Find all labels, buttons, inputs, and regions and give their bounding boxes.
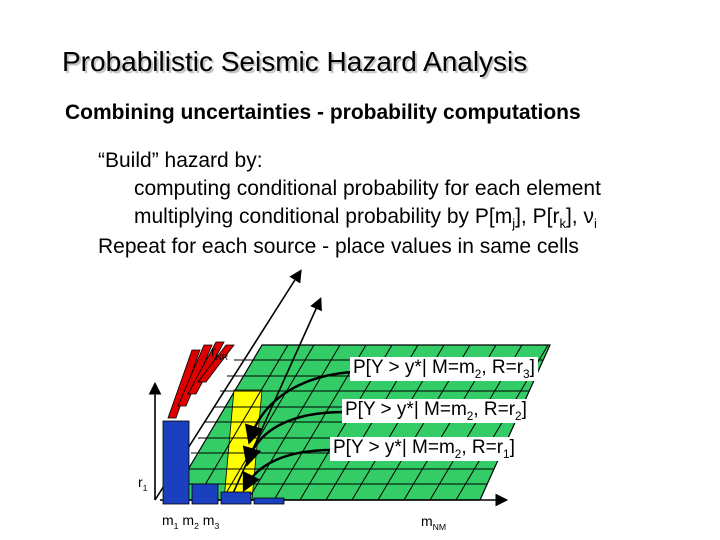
m2-label: $m_2$: [182, 512, 199, 531]
body-line-4: Repeat for each source - place values in same cells: [98, 235, 579, 258]
r-top-label: $r_{NR}$: [211, 343, 229, 362]
body-line-1: “Build” hazard by:: [98, 149, 263, 172]
callout-r3: P[Y > y*| $M=m_2$, $R=r_3$]: [350, 357, 538, 381]
callout-r1: P[Y > y*| $M=m_2$, $R=r_1$]: [330, 437, 518, 461]
callout-r2: P[Y > y*| $M=m_2$, $R=r_2$]: [342, 399, 530, 423]
m1-label: $m_1$: [162, 512, 179, 531]
mNM-label: $m_{NM}$: [421, 513, 447, 532]
slide-title: Probabilistic Seismic Hazard Analysis: [62, 46, 528, 77]
m-labels: [162, 512, 219, 531]
body-line-3: multiplying conditional probability by $P[m_j]$, $P[r_k]$, $\nu_i$: [134, 205, 597, 232]
r-bottom-label: $r_1$: [138, 474, 148, 493]
m3-label: $m_3$: [202, 512, 220, 531]
slide-subtitle: Combining uncertainties - probability computations: [65, 101, 581, 124]
body-line-2: computing conditional probability for each element: [134, 177, 601, 200]
